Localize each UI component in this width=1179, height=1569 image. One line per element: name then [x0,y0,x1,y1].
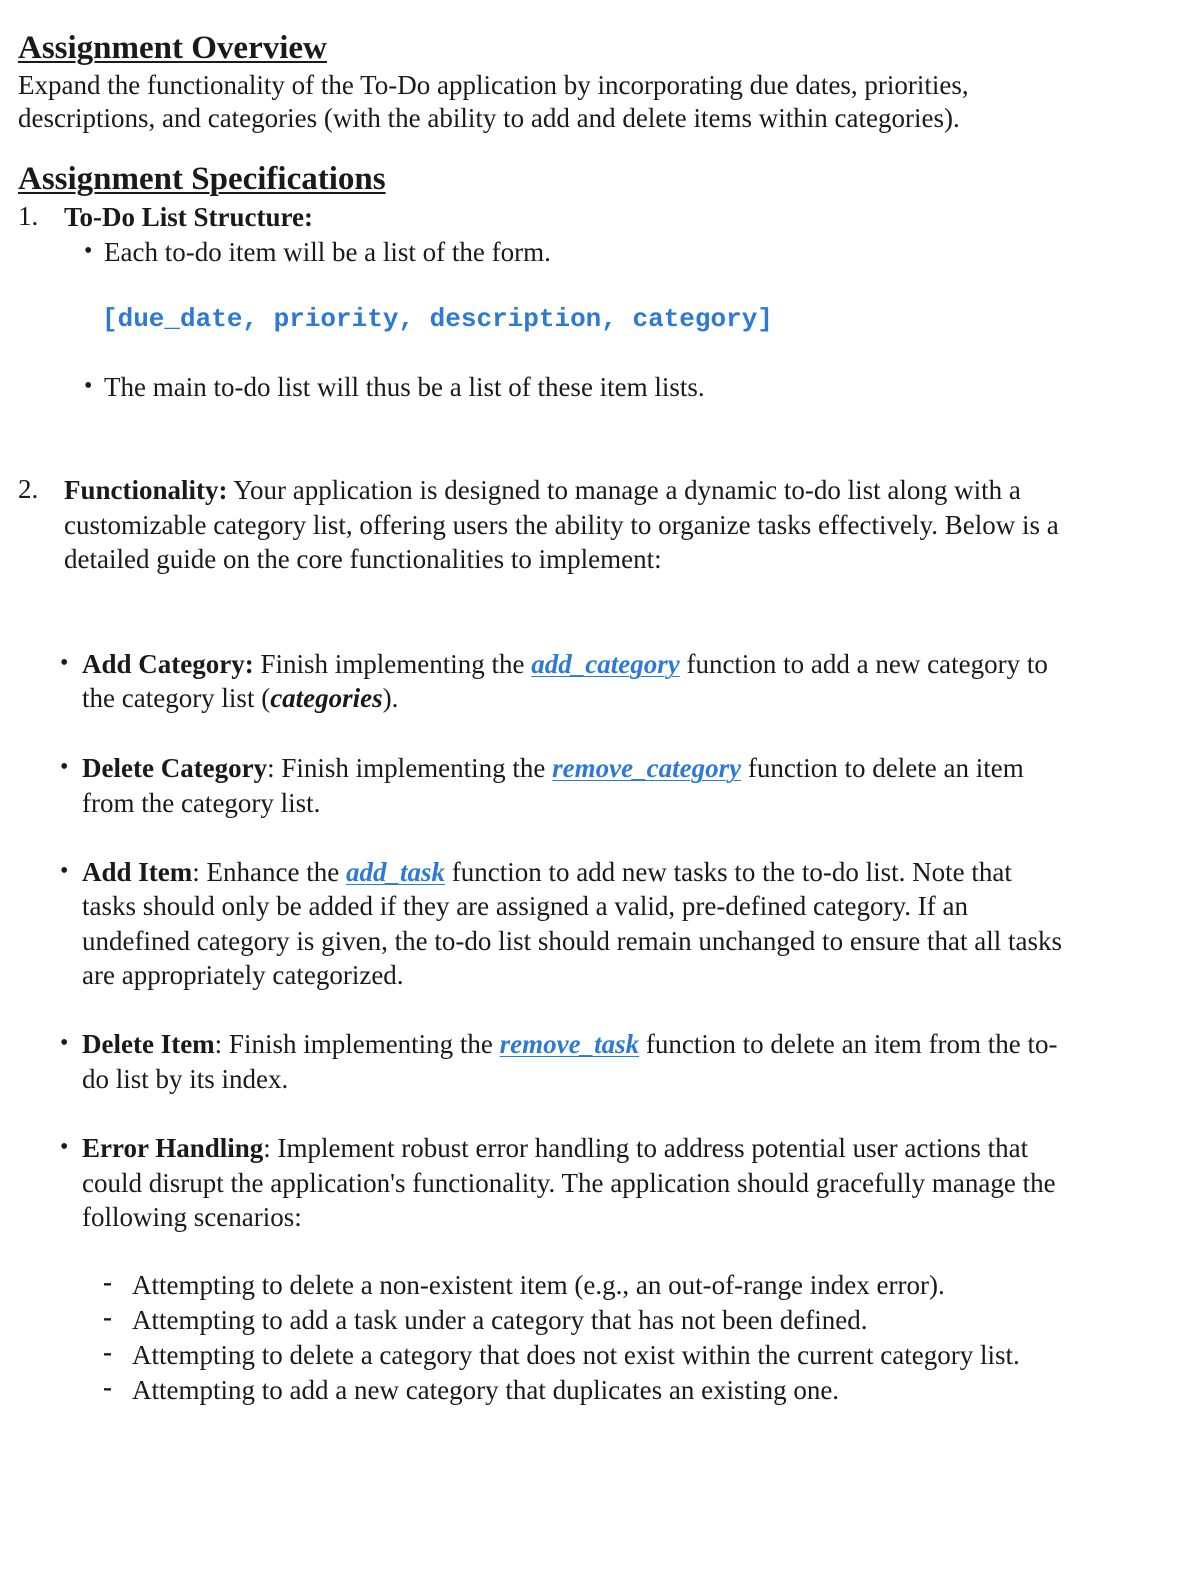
section-2-number: 2. [18,474,39,504]
bullet-icon: • [84,373,93,399]
section-1-bullet-2: The main to-do list will thus be a list of these item lists. [104,372,705,402]
add-category-line-1: Add Category: Finish implementing the add_category function to add a new category to [82,649,1048,679]
add-item-line-4: are appropriately categorized. [82,960,404,990]
dash-icon: - [103,1372,112,1402]
add-item-line-1: Add Item: Enhance the add_task function to add new tasks to the to-do list. Note that [82,857,1012,887]
overview-heading: Assignment Overview [18,30,327,66]
remove-category-function: remove_category [552,753,742,783]
remove-task-function: remove_task [499,1029,640,1059]
add-category-function: add_category [531,649,680,679]
section-2-intro-line-2: customizable category list, offering users the ability to organize tasks effectively. Below is a [64,510,1059,540]
error-handling-line-2: could disrupt the application's functionality. The application should gracefully manage the [82,1168,1056,1198]
scenario-item: Attempting to add a task under a category that has not been defined. [132,1305,868,1335]
bullet-icon: • [60,858,69,884]
delete-item-line-1: Delete Item: Finish implementing the remove_task function to delete an item from the to- [82,1029,1058,1059]
section-2-title: Functionality: [64,475,228,505]
error-handling-line-1: Error Handling: Implement robust error handling to address potential user actions that [82,1133,1029,1163]
overview-line-1: Expand the functionality of the To-Do application by incorporating due dates, priorities, [18,70,969,100]
section-1-number: 1. [18,201,39,231]
add-item-line-2: tasks should only be added if they are assigned a valid, pre-defined category. If an [82,891,968,921]
item-format-code: [due_date, priority, description, category] [102,304,773,334]
delete-item-line-2: do list by its index. [82,1064,289,1094]
bullet-icon: • [60,1134,69,1160]
scenario-item: Attempting to delete a non-existent item (e.g., an out-of-range index error). [132,1270,945,1300]
dash-icon: - [103,1302,112,1332]
section-2-intro-line-1: Functionality: Your application is designed to manage a dynamic to-do list along with a [64,475,1021,505]
dash-icon: - [103,1337,112,1367]
bullet-icon: • [60,1030,69,1056]
specifications-heading: Assignment Specifications [18,161,386,197]
section-2-intro-line-3: detailed guide on the core functionalities to implement: [64,544,662,574]
add-task-function: add_task [345,857,445,887]
scenario-item: Attempting to delete a category that does not exist within the current category list. [132,1340,1020,1370]
add-category-line-2: the category list (categories). [82,683,399,713]
section-1-bullet-1: Each to-do item will be a list of the form. [104,237,551,267]
overview-line-2: descriptions, and categories (with the ability to add and delete items within categories). [18,103,960,133]
add-item-line-3: undefined category is given, the to-do list should remain unchanged to ensure that all tasks [82,926,1063,956]
bullet-icon: • [60,754,69,780]
bullet-icon: • [84,238,93,264]
section-1-title: To-Do List Structure: [64,202,313,232]
delete-category-line-2: from the category list. [82,788,321,818]
scenario-item: Attempting to add a new category that duplicates an existing one. [132,1375,840,1405]
dash-icon: - [103,1267,112,1297]
delete-category-line-1: Delete Category: Finish implementing the remove_category function to delete an item [82,753,1024,783]
error-handling-line-3: following scenarios: [82,1202,302,1232]
bullet-icon: • [60,650,69,676]
